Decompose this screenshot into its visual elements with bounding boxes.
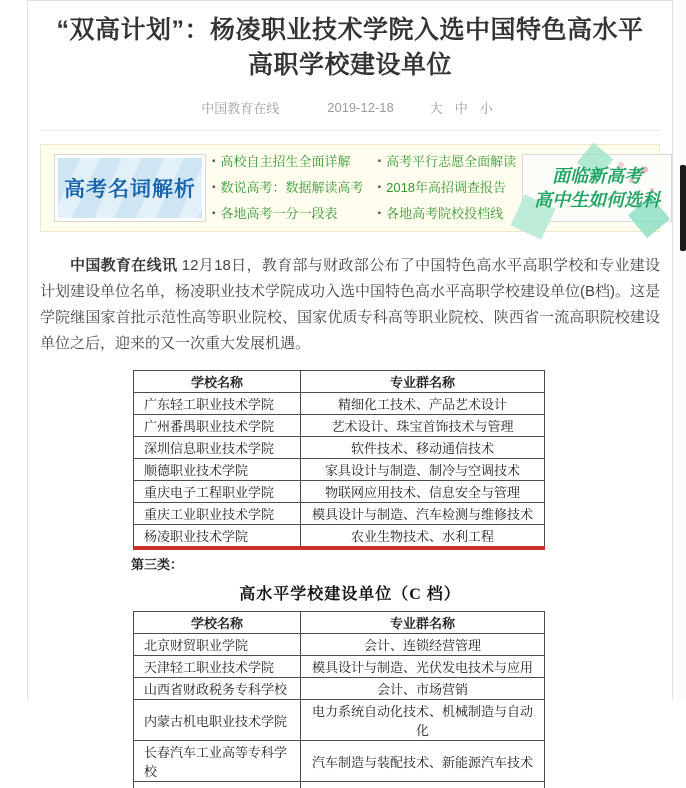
bullet-icon: ▪ [212, 208, 216, 219]
font-size-small-button[interactable]: 小 [479, 101, 493, 116]
b-tier-school-table [133, 370, 545, 547]
banner-link-label: 高考平行志愿全面解读 [386, 154, 517, 169]
bullet-icon: ▪ [212, 156, 216, 167]
major-group-cell: 模具设计与制造、汽车检测与维修技术 [301, 503, 545, 525]
article-body-text: 12月18日，教育部与财政部公布了中国特色高水平高职学校和专业建设计划建设单位名单，杨凌职业技术学院成功入选中国特色高水平高职学校建设单位(B档)。这是学院继国家首批示范性高等职业院校、国家优质专科高等职业院校、陕西省一流高职院校建设单位之后，迎来的又一次重大发展机遇。 [40, 257, 660, 352]
article-meta [28, 98, 672, 117]
table-row [134, 393, 545, 415]
major-group-cell: 汽车制造与装配技术、新能源汽车技术 [301, 741, 545, 782]
c-tier-school-table [133, 611, 545, 788]
table-header-row [134, 371, 545, 393]
table-row [134, 678, 545, 700]
major-group-cell: 会计、市场营销 [301, 678, 545, 700]
table-row [134, 415, 545, 437]
table-row [134, 503, 545, 525]
new-gaokao-subject-card[interactable] [522, 154, 672, 222]
school-name-cell: 北京财贸职业学院 [134, 634, 301, 656]
decor-dot-icon [641, 166, 648, 173]
empty-cell [301, 782, 545, 788]
table-row [134, 700, 545, 741]
school-name-cell: 广州番禺职业技术学院 [134, 415, 301, 437]
table-row [134, 459, 545, 481]
source-label: 中国教育在线 [201, 101, 280, 116]
major-group-cell: 艺术设计、珠宝首饰技术与管理 [301, 415, 545, 437]
table-header-row [134, 612, 545, 634]
banner-link-label: 各地高考院校投档线 [386, 206, 504, 221]
major-group-cell: 家具设计与制造、制冷与空调技术 [301, 459, 545, 481]
school-name-cell: 山西省财政税务专科学校 [134, 678, 301, 700]
banner-link[interactable] [378, 201, 517, 227]
table-row [134, 741, 545, 782]
banner-link[interactable] [378, 149, 517, 175]
major-group-cell: 农业生物技术、水利工程 [301, 525, 545, 547]
bullet-icon: ▪ [377, 182, 382, 193]
table-row [134, 437, 545, 459]
gaokao-glossary-label: 高考名词解析 [64, 178, 196, 201]
school-name-cell: 重庆电子工程职业学院 [134, 481, 301, 503]
font-size-medium-button[interactable]: 中 [454, 101, 468, 116]
article-lead: 中国教育在线讯 [70, 257, 178, 274]
banner-link[interactable] [378, 175, 517, 201]
banner-link-label: 各地高考一分一段表 [220, 206, 338, 221]
new-gaokao-line1: 面临新高考 [552, 166, 643, 186]
article-content [27, 0, 673, 779]
column-header: 学校名称 [134, 371, 301, 393]
major-group-cell: 模具设计与制造、光伏发电技术与应用 [301, 656, 545, 678]
banner-link-label: 数说高考：数据解读高考 [220, 180, 364, 195]
third-category-label: 第三类： [131, 557, 184, 572]
table-row [134, 656, 545, 678]
column-header: 专业群名称 [301, 371, 545, 393]
empty-cell [134, 782, 301, 788]
school-name-cell: 广东轻工职业技术学院 [134, 393, 301, 415]
banner-link-label: 2018年高招调查报告 [386, 180, 507, 195]
article-date: 2019-12-18 [327, 100, 394, 115]
table-row [134, 634, 545, 656]
school-name-cell: 顺德职业技术学院 [134, 459, 301, 481]
school-name-cell: 内蒙古机电职业技术学院 [134, 700, 301, 741]
major-group-cell: 会计、连锁经营管理 [301, 634, 545, 656]
meta-divider [40, 130, 660, 131]
new-gaokao-line2: 高中生如何选科 [534, 190, 661, 210]
font-size-large-button[interactable]: 大 [429, 101, 443, 116]
promo-banner [40, 144, 660, 232]
table-row [134, 525, 545, 547]
major-group-cell: 软件技术、移动通信技术 [301, 437, 545, 459]
major-group-cell: 物联网应用技术、信息安全与管理 [301, 481, 545, 503]
school-name-cell: 杨凌职业技术学院 [134, 525, 301, 547]
c-tier-table-title: 高水平学校建设单位（C 档） [239, 586, 461, 603]
gaokao-glossary-card-bg [58, 158, 202, 218]
major-group-cell: 精细化工技术、产品艺术设计 [301, 393, 545, 415]
article-paragraph [40, 253, 660, 357]
table-row [134, 481, 545, 503]
bullet-icon: ▪ [377, 208, 382, 219]
banner-link[interactable] [212, 175, 364, 201]
column-header: 专业群名称 [301, 612, 545, 634]
banner-link-list [206, 149, 522, 227]
major-group-cell: 电力系统自动化技术、机械制造与自动化 [301, 700, 545, 741]
gaokao-glossary-card[interactable] [54, 154, 206, 222]
bullet-icon: ▪ [212, 182, 216, 193]
banner-link-label: 高校自主招生全面详解 [220, 154, 351, 169]
bullet-icon: ▪ [377, 156, 382, 167]
table-row-partial [134, 782, 545, 788]
school-name-cell: 重庆工业职业技术学院 [134, 503, 301, 525]
school-name-cell: 深圳信息职业技术学院 [134, 437, 301, 459]
school-name-cell: 长春汽车工业高等专科学校 [134, 741, 301, 782]
new-gaokao-card-bg [526, 158, 668, 218]
banner-link[interactable] [212, 149, 364, 175]
highlight-underline [133, 546, 545, 550]
column-header: 学校名称 [134, 612, 301, 634]
scrollbar[interactable] [679, 0, 686, 700]
scrollbar-thumb[interactable] [680, 165, 686, 251]
banner-link[interactable] [212, 201, 364, 227]
school-name-cell: 天津轻工职业技术学院 [134, 656, 301, 678]
page-title: “双高计划”：杨凌职业技术学院入选中国特色高水平高职学校建设单位 [56, 16, 644, 79]
